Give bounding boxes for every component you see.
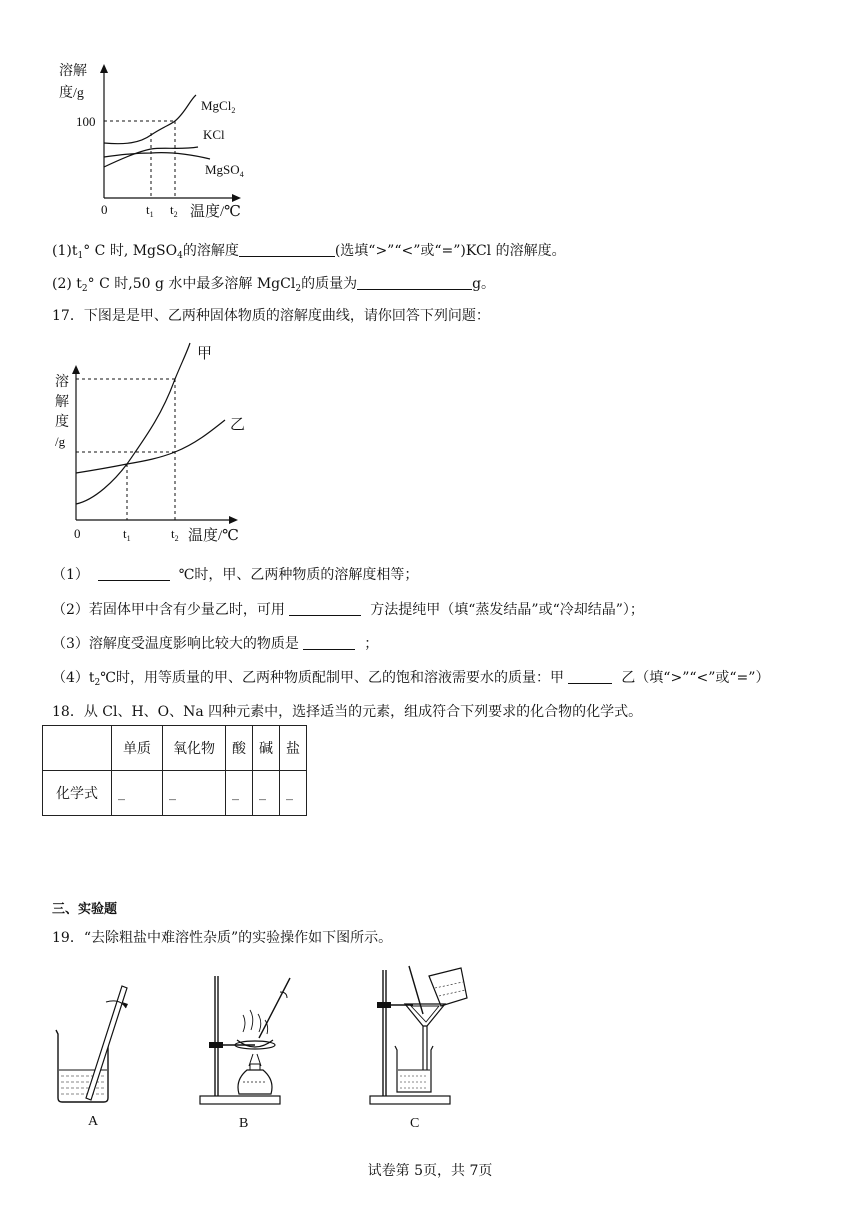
- q16-p1-text-d: (选填“>”“<”或“=”)KCl 的溶解度。: [334, 243, 566, 259]
- page-footer: 试卷第 5页，共 7页: [367, 1163, 493, 1179]
- chart2-series-yi: 乙: [230, 417, 246, 433]
- chart1-ylabel-2: 度/g: [59, 86, 84, 101]
- chart2-xaxis-label: 温度/℃: [188, 528, 239, 544]
- chart2-ylabel-1: 溶: [55, 375, 69, 390]
- apparatus-a-beaker-stirring: [48, 980, 138, 1130]
- q18-answer-table: [42, 725, 307, 816]
- q17-p4-sub: 2: [94, 678, 101, 688]
- q17-part3: [52, 634, 378, 654]
- q18-header-acid: 酸: [226, 726, 253, 771]
- chart1-curve-mgcl2: [104, 95, 196, 144]
- chart1-xlabel-t2: $t_2$: [170, 202, 178, 219]
- chart1-xaxis-label: 温度/℃: [190, 204, 241, 220]
- chart2-xlabel-t2: $t_2$: [171, 526, 179, 543]
- q18-header-base: 碱: [253, 726, 280, 771]
- chart2-x-arrow: [229, 516, 238, 524]
- q18-header-oxide: 氧化物: [163, 726, 226, 771]
- q18-cell-base[interactable]: _: [253, 771, 280, 816]
- q16-part1: [52, 241, 566, 266]
- chart1-x-arrow: [232, 194, 241, 202]
- chart2-y-arrow: [72, 365, 80, 374]
- q16-p1-sub: 1: [77, 251, 84, 261]
- chart1-ylabel-1: 溶解: [59, 64, 87, 79]
- chart2-ylabel-4: /g: [55, 434, 66, 449]
- chart1-series-mgcl2: MgCl$_2$: [201, 98, 236, 115]
- q16-p1-text-a: (1)t: [52, 243, 78, 259]
- q16-p2-sub2: 2: [295, 284, 302, 294]
- q18-cell-salt[interactable]: _: [280, 771, 307, 816]
- q18-header-salt: 盐: [280, 726, 307, 771]
- apparatus-c-label: C: [410, 1116, 420, 1131]
- q16-p2-text-d: g。: [472, 276, 496, 292]
- q16-p1-answer-blank[interactable]: [239, 242, 335, 257]
- chart2-xlabel-0: 0: [74, 526, 81, 541]
- chart2-curve-jia: [76, 343, 190, 504]
- q16-p2-text-a: (2) t: [52, 276, 82, 292]
- q18-cell-element[interactable]: _: [112, 771, 163, 816]
- q18-header-empty: [43, 726, 112, 771]
- chart2-ylabel-2: 解: [55, 395, 69, 410]
- q18-formula-row: [43, 771, 307, 816]
- q17-p2-answer-blank[interactable]: [289, 601, 361, 616]
- q16-part2: [52, 274, 495, 299]
- q18-row-label: 化学式: [43, 771, 112, 816]
- q17-p2-text-b: 方法提纯甲（填“蒸发结晶”或“冷却结晶”）；: [370, 602, 644, 618]
- q17-p4-answer-blank[interactable]: [568, 669, 612, 684]
- q16-p1-text-b: ° C 时, MgSO: [83, 243, 178, 259]
- q17-p2-text-a: （2）若固体甲中含有少量乙时，可用: [52, 602, 285, 618]
- q17-p3-text-b: ；: [364, 636, 379, 652]
- chart1-xlabel-0: 0: [101, 202, 108, 217]
- q16-p1-sub2: 4: [177, 251, 183, 261]
- apparatus-b-evaporation: [195, 970, 305, 1132]
- q17-p4-text-a: （4）t: [52, 670, 95, 686]
- q19-stem: 19．“去除粗盐中难溶性杂质”的实验操作如下图所示。: [52, 930, 393, 946]
- q16-p2-sub: 2: [81, 284, 88, 294]
- q16-p2-text-b: ° C 时,50 g 水中最多溶解 MgCl: [87, 276, 296, 292]
- q17-p4-text-c: 乙（填“>”“<”或“=”）: [621, 670, 770, 686]
- q18-cell-oxide[interactable]: _: [163, 771, 226, 816]
- chart2-series-jia: 甲: [197, 346, 213, 362]
- chart1-series-kcl: KCl: [203, 127, 225, 142]
- q18-stem: 18．从 Cl、H、O、Na 四种元素中，选择适当的元素，组成符合下列要求的化合物的化学式。: [52, 704, 643, 720]
- q17-p1-text-b: ℃时，甲、乙两种物质的溶解度相等；: [178, 567, 419, 583]
- chart1-series-mgso4: MgSO$_4$: [205, 162, 244, 179]
- q17-p1-answer-blank[interactable]: [98, 566, 170, 581]
- q17-p4-text-b: ℃时，用等质量的甲、乙两种物质配制甲、乙的饱和溶液需要水的质量：甲: [100, 670, 564, 686]
- q16-p2-answer-blank[interactable]: [357, 275, 472, 290]
- q17-p1-text-a: （1）: [52, 567, 89, 583]
- q16-p2-text-c: 的质量为: [301, 276, 358, 292]
- chart2-xlabel-t1: $t_1$: [123, 526, 131, 543]
- q16-p1-text-c: 的溶解度: [182, 243, 239, 259]
- q17-part4: [52, 668, 769, 693]
- chart1-y-arrow: [100, 64, 108, 73]
- solubility-chart-2: [50, 340, 250, 545]
- q18-header-row: [43, 726, 307, 771]
- q17-p3-answer-blank[interactable]: [303, 635, 355, 650]
- apparatus-c-filtration: [365, 962, 480, 1132]
- section3-title: 三、实验题: [52, 902, 118, 917]
- q17-p3-text-a: （3）溶解度受温度影响比较大的物质是: [52, 636, 299, 652]
- q17-part1: [52, 565, 418, 585]
- chart1-curve-mgso4: [104, 153, 210, 159]
- chart1-tick-100: 100: [76, 114, 96, 129]
- chart2-ylabel-3: 度: [55, 415, 69, 430]
- q18-cell-acid[interactable]: _: [226, 771, 253, 816]
- q17-part2: [52, 600, 644, 620]
- chart1-xlabel-t1: $t_1$: [146, 202, 154, 219]
- q18-header-element: 单质: [112, 726, 163, 771]
- apparatus-b-label: B: [239, 1116, 249, 1131]
- solubility-chart-1: [55, 55, 270, 225]
- apparatus-a-label: A: [88, 1114, 99, 1129]
- q17-stem: 17．下图是是甲、乙两种固体物质的溶解度曲线，请你回答下列问题：: [52, 308, 490, 324]
